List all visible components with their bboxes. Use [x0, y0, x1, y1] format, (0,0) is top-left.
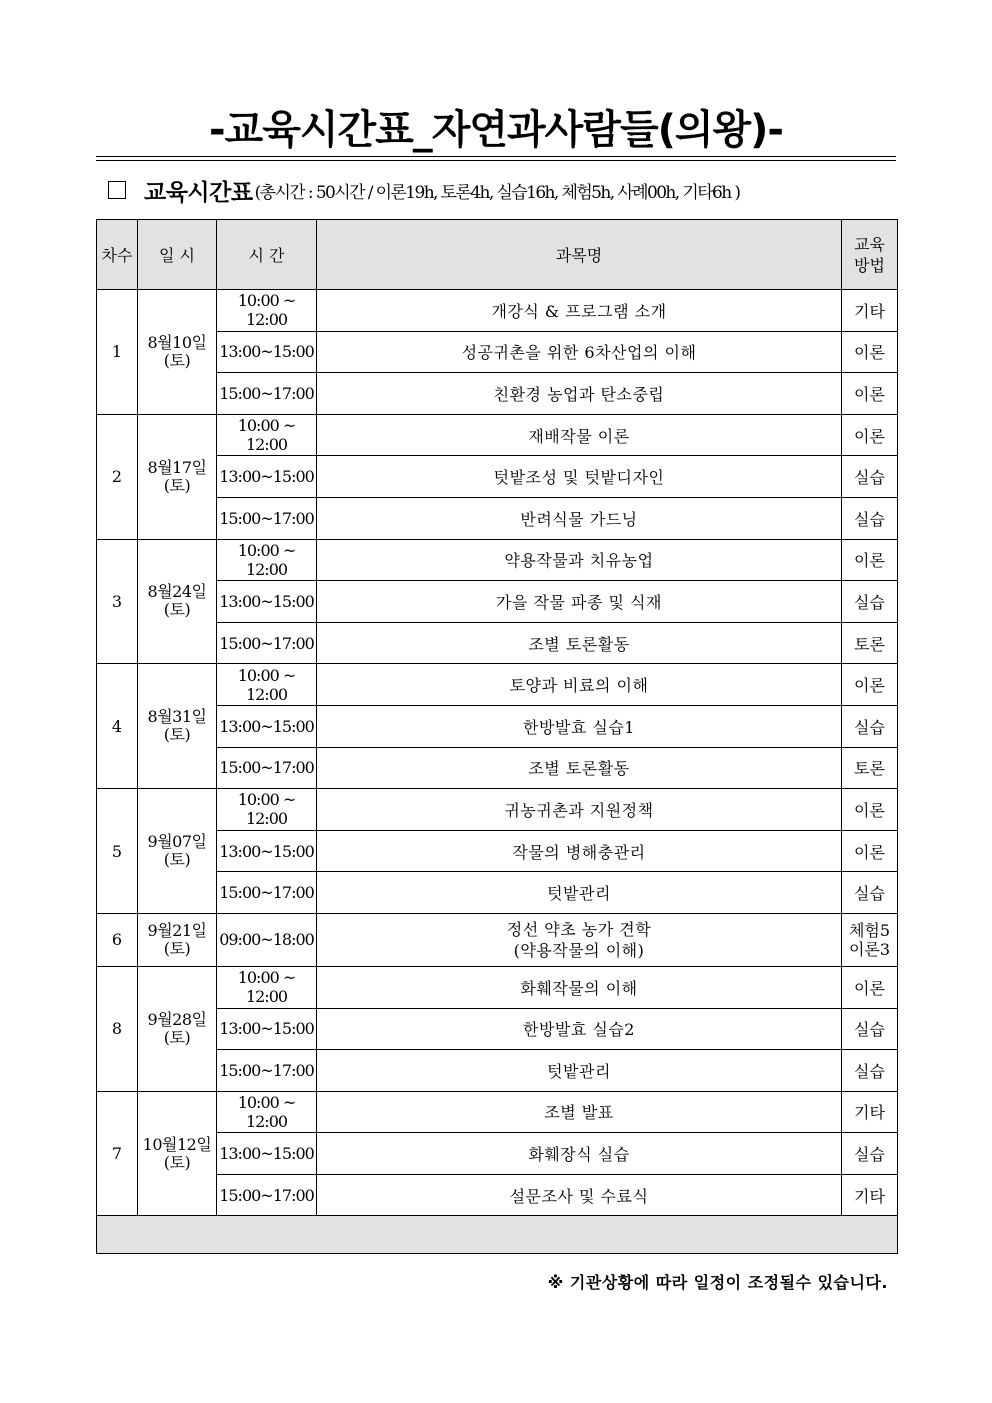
time-cell: 10:00 ~ 12:00 — [217, 664, 317, 706]
method-cell: 실습 — [842, 872, 898, 914]
footer-cell — [97, 1216, 898, 1254]
table-row — [97, 1091, 898, 1133]
date-line2: (토) — [163, 1152, 191, 1172]
total-hours-summary: (총시간 : 50시간 / 이론19h, 토론4h, 실습16h, 체험5h, 사례00h, 기타6h ) — [254, 182, 740, 203]
table-row — [97, 373, 898, 415]
date-line1: 9월07일 — [147, 832, 207, 852]
header-method — [842, 220, 898, 290]
round-cell: 7 — [97, 1091, 138, 1216]
table-row — [97, 414, 898, 456]
table-row — [97, 872, 898, 914]
time-cell: 15:00~17:00 — [217, 497, 317, 539]
table-row — [97, 830, 898, 872]
time-cell: 15:00~17:00 — [217, 747, 317, 789]
time-cell: 13:00~15:00 — [217, 1133, 317, 1175]
method-cell: 실습 — [842, 705, 898, 747]
course-cell — [317, 913, 842, 966]
date-line1: 8월10일 — [147, 332, 207, 352]
time-cell: 13:00~15:00 — [217, 456, 317, 498]
course-cell: 한방발효 실습1 — [317, 705, 842, 747]
method-cell: 실습 — [842, 456, 898, 498]
schedule-table — [96, 219, 898, 1254]
date-line2: (토) — [163, 1027, 191, 1047]
round-cell: 2 — [97, 414, 138, 539]
table-header-row — [97, 220, 898, 290]
method-cell: 실습 — [842, 1133, 898, 1175]
course-cell: 텃밭조성 및 텃밭디자인 — [317, 456, 842, 498]
table-row — [97, 290, 898, 332]
time-cell: 13:00~15:00 — [217, 581, 317, 623]
course-cell: 화훼장식 실습 — [317, 1133, 842, 1175]
course-cell: 토양과 비료의 이해 — [317, 664, 842, 706]
date-cell — [138, 664, 217, 789]
header-method-line2: 방법 — [854, 255, 885, 275]
course-line1: 정선 약초 농가 견학 — [506, 919, 652, 939]
course-cell: 텃밭관리 — [317, 1050, 842, 1092]
date-line1: 9월21일 — [147, 920, 207, 940]
method-cell: 실습 — [842, 497, 898, 539]
method-cell: 토론 — [842, 747, 898, 789]
method-cell — [842, 913, 898, 966]
course-cell: 조별 토론활동 — [317, 747, 842, 789]
table-row — [97, 539, 898, 581]
header-date: 일 시 — [138, 220, 217, 290]
date-line2: (토) — [163, 938, 191, 958]
checkbox-icon — [108, 181, 126, 199]
course-cell: 설문조사 및 수료식 — [317, 1174, 842, 1216]
time-cell: 15:00~17:00 — [217, 622, 317, 664]
method-cell: 실습 — [842, 581, 898, 623]
course-line2: (약용작물의 이해) — [513, 940, 645, 960]
course-cell: 반려식물 가드닝 — [317, 497, 842, 539]
date-cell — [138, 966, 217, 1091]
time-cell: 10:00 ~ 12:00 — [217, 539, 317, 581]
date-line2: (토) — [163, 850, 191, 870]
round-cell: 6 — [97, 913, 138, 966]
table-row — [97, 705, 898, 747]
method-cell: 이론 — [842, 830, 898, 872]
method-cell: 기타 — [842, 1091, 898, 1133]
course-cell: 재배작물 이론 — [317, 414, 842, 456]
header-course: 과목명 — [317, 220, 842, 290]
round-cell: 4 — [97, 664, 138, 789]
method-cell: 토론 — [842, 622, 898, 664]
course-cell: 작물의 병해충관리 — [317, 830, 842, 872]
time-cell: 10:00 ~ 12:00 — [217, 414, 317, 456]
date-cell — [138, 290, 217, 415]
special-session-body — [97, 913, 898, 966]
date-cell — [138, 913, 217, 966]
course-cell: 조별 토론활동 — [317, 622, 842, 664]
date-line1: 9월28일 — [147, 1009, 207, 1029]
time-cell: 09:00~18:00 — [217, 913, 317, 966]
header-method-line1: 교육 — [854, 234, 885, 254]
date-cell — [138, 1091, 217, 1216]
schedule-body — [97, 290, 898, 914]
method-line2: 이론3 — [848, 939, 891, 959]
time-cell: 13:00~15:00 — [217, 705, 317, 747]
title-rule-thick — [96, 156, 896, 157]
method-cell: 기타 — [842, 290, 898, 332]
course-cell: 가을 작물 파종 및 식재 — [317, 581, 842, 623]
method-cell: 이론 — [842, 966, 898, 1008]
table-row — [97, 331, 898, 373]
time-cell: 15:00~17:00 — [217, 1050, 317, 1092]
section-heading — [108, 172, 739, 208]
table-row — [97, 966, 898, 1008]
method-cell: 이론 — [842, 331, 898, 373]
method-cell: 실습 — [842, 1050, 898, 1092]
round-cell: 5 — [97, 789, 138, 914]
method-cell: 이론 — [842, 664, 898, 706]
date-cell — [138, 789, 217, 914]
method-cell: 기타 — [842, 1174, 898, 1216]
date-cell — [138, 539, 217, 664]
course-cell: 조별 발표 — [317, 1091, 842, 1133]
method-cell: 이론 — [842, 373, 898, 415]
date-line1: 8월31일 — [147, 707, 207, 727]
date-line2: (토) — [163, 475, 191, 495]
course-cell: 성공귀촌을 위한 6차산업의 이해 — [317, 331, 842, 373]
method-cell: 이론 — [842, 414, 898, 456]
method-cell: 이론 — [842, 539, 898, 581]
course-cell: 화훼작물의 이해 — [317, 966, 842, 1008]
course-cell: 약용작물과 치유농업 — [317, 539, 842, 581]
course-cell: 귀농귀촌과 지원정책 — [317, 789, 842, 831]
date-line2: (토) — [163, 600, 191, 620]
page-title: -교육시간표_자연과사람들(의왕)- — [208, 107, 784, 153]
date-line1: 8월17일 — [147, 457, 207, 477]
time-cell: 10:00 ~ 12:00 — [217, 789, 317, 831]
course-cell: 한방발효 실습2 — [317, 1008, 842, 1050]
header-time: 시 간 — [217, 220, 317, 290]
course-cell: 개강식 & 프로그램 소개 — [317, 290, 842, 332]
table-row — [97, 1050, 898, 1092]
footnote: ※ 기관상황에 따라 일정이 조정될수 있습니다. — [547, 1273, 888, 1292]
time-cell: 13:00~15:00 — [217, 830, 317, 872]
method-cell: 실습 — [842, 1008, 898, 1050]
date-cell — [138, 414, 217, 539]
time-cell: 13:00~15:00 — [217, 331, 317, 373]
date-line2: (토) — [163, 350, 191, 370]
time-cell: 10:00 ~ 12:00 — [217, 290, 317, 332]
table-row — [97, 789, 898, 831]
table-row — [97, 497, 898, 539]
date-line2: (토) — [163, 725, 191, 745]
date-line1: 10월12일 — [142, 1134, 212, 1154]
table-row — [97, 581, 898, 623]
round-cell: 1 — [97, 290, 138, 415]
table-row — [97, 1133, 898, 1175]
time-cell: 15:00~17:00 — [217, 872, 317, 914]
time-cell: 15:00~17:00 — [217, 1174, 317, 1216]
table-row — [97, 1008, 898, 1050]
section-title: 교육시간표 — [144, 179, 253, 206]
table-row — [97, 1174, 898, 1216]
table-row — [97, 622, 898, 664]
schedule-body-later — [97, 966, 898, 1216]
header-round: 차수 — [97, 220, 138, 290]
course-cell: 텃밭관리 — [317, 872, 842, 914]
table-row — [97, 913, 898, 966]
table-row — [97, 456, 898, 498]
time-cell: 10:00 ~ 12:00 — [217, 966, 317, 1008]
table-row — [97, 664, 898, 706]
table-row — [97, 747, 898, 789]
method-cell: 이론 — [842, 789, 898, 831]
time-cell: 10:00 ~ 12:00 — [217, 1091, 317, 1133]
round-cell: 3 — [97, 539, 138, 664]
round-cell: 8 — [97, 966, 138, 1091]
title-rule-thin — [96, 160, 896, 161]
time-cell: 15:00~17:00 — [217, 373, 317, 415]
table-footer-row — [97, 1216, 898, 1254]
method-line1: 체험5 — [848, 920, 891, 940]
time-cell: 13:00~15:00 — [217, 1008, 317, 1050]
date-line1: 8월24일 — [147, 582, 207, 602]
course-cell: 친환경 농업과 탄소중립 — [317, 373, 842, 415]
